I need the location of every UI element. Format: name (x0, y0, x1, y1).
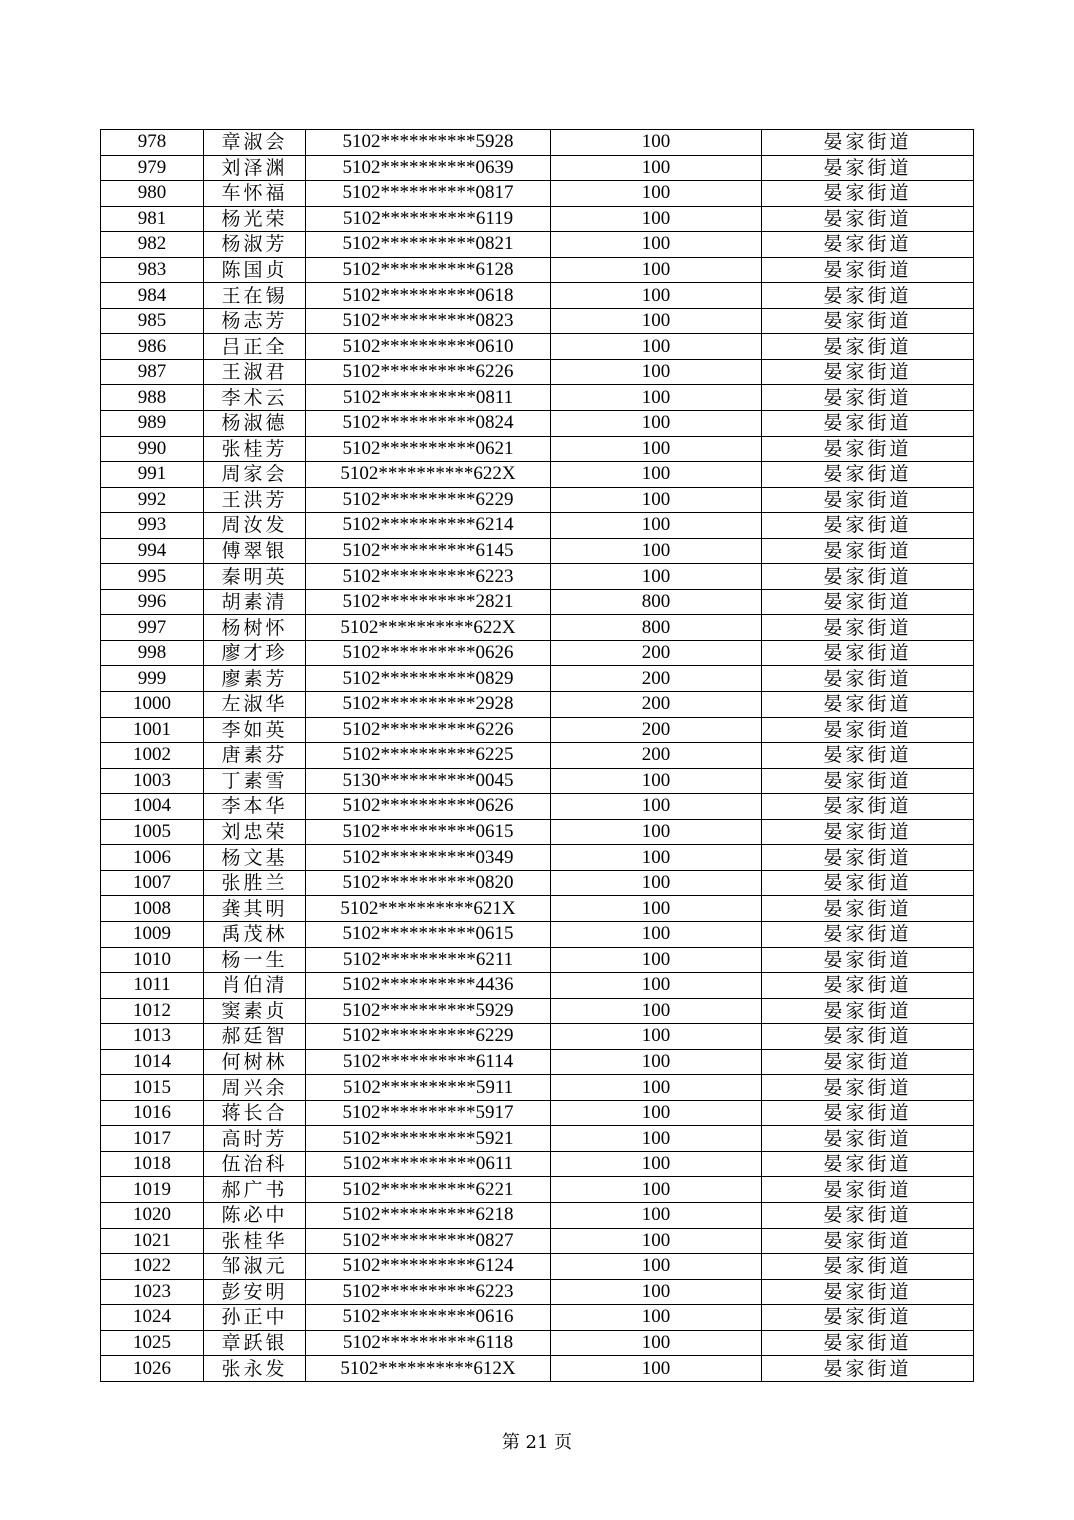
row-index-cell: 1013 (101, 1024, 204, 1050)
person-name-cell: 廖才珍 (204, 640, 306, 666)
person-name-cell: 左淑华 (204, 692, 306, 718)
roster-table (100, 129, 974, 1382)
id-number-cell: 5102**********622X (306, 462, 551, 488)
street-name-cell: 晏家街道 (762, 666, 974, 692)
row-index-cell: 1024 (101, 1305, 204, 1331)
row-index-cell: 1007 (101, 870, 204, 896)
row-index-cell: 1009 (101, 921, 204, 947)
street-name-cell: 晏家街道 (762, 1049, 974, 1075)
id-number-cell: 5102**********0827 (306, 1228, 551, 1254)
street-name-cell: 晏家街道 (762, 717, 974, 743)
row-index-cell: 981 (101, 206, 204, 232)
amount-cell: 100 (551, 794, 762, 820)
table-row (101, 385, 974, 411)
person-name-cell: 章跃银 (204, 1330, 306, 1356)
row-index-cell: 1019 (101, 1177, 204, 1203)
row-index-cell: 1014 (101, 1049, 204, 1075)
id-number-cell: 5102**********0610 (306, 334, 551, 360)
person-name-cell: 唐素芬 (204, 743, 306, 769)
street-name-cell: 晏家街道 (762, 1126, 974, 1152)
row-index-cell: 1021 (101, 1228, 204, 1254)
id-number-cell: 5102**********6211 (306, 947, 551, 973)
table-row (101, 870, 974, 896)
amount-cell: 100 (551, 462, 762, 488)
row-index-cell: 992 (101, 487, 204, 513)
table-row (101, 973, 974, 999)
table-row (101, 1254, 974, 1280)
table-row (101, 462, 974, 488)
amount-cell: 100 (551, 1151, 762, 1177)
table-row (101, 947, 974, 973)
id-number-cell: 5102**********0823 (306, 308, 551, 334)
street-name-cell: 晏家街道 (762, 436, 974, 462)
table-row (101, 998, 974, 1024)
id-number-cell: 5102**********0817 (306, 181, 551, 207)
table-row (101, 717, 974, 743)
table-row (101, 1330, 974, 1356)
row-index-cell: 1004 (101, 794, 204, 820)
table-row (101, 513, 974, 539)
table-row (101, 1356, 974, 1382)
table-row (101, 640, 974, 666)
id-number-cell: 5102**********0611 (306, 1151, 551, 1177)
street-name-cell: 晏家街道 (762, 998, 974, 1024)
id-number-cell: 5102**********6226 (306, 717, 551, 743)
table-row (101, 232, 974, 258)
row-index-cell: 1003 (101, 768, 204, 794)
amount-cell: 100 (551, 947, 762, 973)
amount-cell: 100 (551, 973, 762, 999)
table-row (101, 1049, 974, 1075)
amount-cell: 200 (551, 717, 762, 743)
id-number-cell: 5102**********6229 (306, 1024, 551, 1050)
id-number-cell: 5102**********0626 (306, 794, 551, 820)
page-number: 第 21 页 (501, 1432, 573, 1453)
row-index-cell: 994 (101, 538, 204, 564)
id-number-cell: 5102**********6124 (306, 1254, 551, 1280)
table-row (101, 487, 974, 513)
street-name-cell: 晏家街道 (762, 308, 974, 334)
amount-cell: 100 (551, 411, 762, 437)
street-name-cell: 晏家街道 (762, 257, 974, 283)
row-index-cell: 1022 (101, 1254, 204, 1280)
person-name-cell: 伍治科 (204, 1151, 306, 1177)
table-row (101, 1228, 974, 1254)
street-name-cell: 晏家街道 (762, 1024, 974, 1050)
table-row (101, 589, 974, 615)
row-index-cell: 1001 (101, 717, 204, 743)
id-number-cell: 5102**********5917 (306, 1100, 551, 1126)
person-name-cell: 郝广书 (204, 1177, 306, 1203)
person-name-cell: 李本华 (204, 794, 306, 820)
id-number-cell: 5102**********622X (306, 615, 551, 641)
id-number-cell: 5102**********0618 (306, 283, 551, 309)
table-row (101, 1100, 974, 1126)
id-number-cell: 5102**********6145 (306, 538, 551, 564)
id-number-cell: 5102**********2928 (306, 692, 551, 718)
row-index-cell: 1023 (101, 1279, 204, 1305)
table-row (101, 308, 974, 334)
amount-cell: 100 (551, 538, 762, 564)
table-row (101, 436, 974, 462)
person-name-cell: 杨光荣 (204, 206, 306, 232)
person-name-cell: 杨志芳 (204, 308, 306, 334)
person-name-cell: 胡素清 (204, 589, 306, 615)
id-number-cell: 5102**********6223 (306, 1279, 551, 1305)
person-name-cell: 郝廷智 (204, 1024, 306, 1050)
street-name-cell: 晏家街道 (762, 334, 974, 360)
street-name-cell: 晏家街道 (762, 1228, 974, 1254)
amount-cell: 100 (551, 130, 762, 156)
person-name-cell: 杨文基 (204, 845, 306, 871)
row-index-cell: 1002 (101, 743, 204, 769)
amount-cell: 100 (551, 232, 762, 258)
person-name-cell: 杨树怀 (204, 615, 306, 641)
street-name-cell: 晏家街道 (762, 385, 974, 411)
id-number-cell: 5102**********2821 (306, 589, 551, 615)
table-row (101, 666, 974, 692)
id-number-cell: 5102**********6218 (306, 1202, 551, 1228)
table-row (101, 1024, 974, 1050)
street-name-cell: 晏家街道 (762, 359, 974, 385)
street-name-cell: 晏家街道 (762, 462, 974, 488)
row-index-cell: 993 (101, 513, 204, 539)
person-name-cell: 车怀福 (204, 181, 306, 207)
street-name-cell: 晏家街道 (762, 283, 974, 309)
amount-cell: 800 (551, 589, 762, 615)
id-number-cell: 5102**********0615 (306, 819, 551, 845)
table-row (101, 896, 974, 922)
row-index-cell: 986 (101, 334, 204, 360)
person-name-cell: 王淑君 (204, 359, 306, 385)
amount-cell: 100 (551, 921, 762, 947)
street-name-cell: 晏家街道 (762, 973, 974, 999)
amount-cell: 100 (551, 1202, 762, 1228)
amount-cell: 100 (551, 1330, 762, 1356)
id-number-cell: 5102**********0811 (306, 385, 551, 411)
street-name-cell: 晏家街道 (762, 1075, 974, 1101)
amount-cell: 100 (551, 1305, 762, 1331)
id-number-cell: 5102**********6223 (306, 564, 551, 590)
row-index-cell: 1016 (101, 1100, 204, 1126)
amount-cell: 100 (551, 283, 762, 309)
id-number-cell: 5102**********0829 (306, 666, 551, 692)
amount-cell: 100 (551, 206, 762, 232)
street-name-cell: 晏家街道 (762, 819, 974, 845)
table-row (101, 155, 974, 181)
amount-cell: 100 (551, 308, 762, 334)
street-name-cell: 晏家街道 (762, 1305, 974, 1331)
table-row (101, 1279, 974, 1305)
id-number-cell: 5102**********4436 (306, 973, 551, 999)
person-name-cell: 李术云 (204, 385, 306, 411)
amount-cell: 100 (551, 155, 762, 181)
person-name-cell: 丁素雪 (204, 768, 306, 794)
table-row (101, 819, 974, 845)
person-name-cell: 邹淑元 (204, 1254, 306, 1280)
row-index-cell: 989 (101, 411, 204, 437)
table-row (101, 538, 974, 564)
row-index-cell: 979 (101, 155, 204, 181)
amount-cell: 100 (551, 487, 762, 513)
street-name-cell: 晏家街道 (762, 411, 974, 437)
table-row (101, 206, 974, 232)
table-row (101, 615, 974, 641)
street-name-cell: 晏家街道 (762, 564, 974, 590)
table-row (101, 283, 974, 309)
amount-cell: 100 (551, 359, 762, 385)
row-index-cell: 1015 (101, 1075, 204, 1101)
amount-cell: 100 (551, 1126, 762, 1152)
table-row (101, 845, 974, 871)
row-index-cell: 1010 (101, 947, 204, 973)
amount-cell: 100 (551, 1177, 762, 1203)
street-name-cell: 晏家街道 (762, 615, 974, 641)
street-name-cell: 晏家街道 (762, 845, 974, 871)
person-name-cell: 杨淑芳 (204, 232, 306, 258)
id-number-cell: 5102**********0616 (306, 1305, 551, 1331)
row-index-cell: 1011 (101, 973, 204, 999)
table-row (101, 334, 974, 360)
row-index-cell: 1005 (101, 819, 204, 845)
person-name-cell: 刘忠荣 (204, 819, 306, 845)
amount-cell: 100 (551, 334, 762, 360)
row-index-cell: 982 (101, 232, 204, 258)
street-name-cell: 晏家街道 (762, 896, 974, 922)
person-name-cell: 陈国贞 (204, 257, 306, 283)
table-row (101, 1075, 974, 1101)
row-index-cell: 996 (101, 589, 204, 615)
id-number-cell: 5102**********6119 (306, 206, 551, 232)
amount-cell: 100 (551, 1075, 762, 1101)
street-name-cell: 晏家街道 (762, 947, 974, 973)
street-name-cell: 晏家街道 (762, 1279, 974, 1305)
person-name-cell: 窦素贞 (204, 998, 306, 1024)
row-index-cell: 995 (101, 564, 204, 590)
row-index-cell: 999 (101, 666, 204, 692)
id-number-cell: 5102**********0615 (306, 921, 551, 947)
row-index-cell: 984 (101, 283, 204, 309)
street-name-cell: 晏家街道 (762, 1100, 974, 1126)
row-index-cell: 991 (101, 462, 204, 488)
person-name-cell: 周兴余 (204, 1075, 306, 1101)
person-name-cell: 王洪芳 (204, 487, 306, 513)
amount-cell: 100 (551, 1049, 762, 1075)
id-number-cell: 5102**********6214 (306, 513, 551, 539)
id-number-cell: 5102**********6225 (306, 743, 551, 769)
amount-cell: 100 (551, 1228, 762, 1254)
id-number-cell: 5102**********6114 (306, 1049, 551, 1075)
street-name-cell: 晏家街道 (762, 206, 974, 232)
street-name-cell: 晏家街道 (762, 794, 974, 820)
row-index-cell: 998 (101, 640, 204, 666)
id-number-cell: 5102**********612X (306, 1356, 551, 1382)
table-row (101, 411, 974, 437)
street-name-cell: 晏家街道 (762, 538, 974, 564)
person-name-cell: 禹茂林 (204, 921, 306, 947)
amount-cell: 100 (551, 564, 762, 590)
street-name-cell: 晏家街道 (762, 743, 974, 769)
id-number-cell: 5102**********0626 (306, 640, 551, 666)
roster-body (101, 130, 974, 1382)
table-row (101, 359, 974, 385)
row-index-cell: 983 (101, 257, 204, 283)
person-name-cell: 周家会 (204, 462, 306, 488)
amount-cell: 100 (551, 181, 762, 207)
row-index-cell: 1017 (101, 1126, 204, 1152)
row-index-cell: 990 (101, 436, 204, 462)
row-index-cell: 1008 (101, 896, 204, 922)
person-name-cell: 廖素芳 (204, 666, 306, 692)
person-name-cell: 孙正中 (204, 1305, 306, 1331)
row-index-cell: 1025 (101, 1330, 204, 1356)
table-row (101, 1177, 974, 1203)
street-name-cell: 晏家街道 (762, 589, 974, 615)
table-row (101, 181, 974, 207)
table-row (101, 564, 974, 590)
row-index-cell: 985 (101, 308, 204, 334)
amount-cell: 100 (551, 1279, 762, 1305)
person-name-cell: 刘泽渊 (204, 155, 306, 181)
person-name-cell: 何树林 (204, 1049, 306, 1075)
person-name-cell: 彭安明 (204, 1279, 306, 1305)
id-number-cell: 5102**********6118 (306, 1330, 551, 1356)
row-index-cell: 1026 (101, 1356, 204, 1382)
person-name-cell: 李如英 (204, 717, 306, 743)
amount-cell: 100 (551, 1024, 762, 1050)
row-index-cell: 1006 (101, 845, 204, 871)
street-name-cell: 晏家街道 (762, 181, 974, 207)
street-name-cell: 晏家街道 (762, 1202, 974, 1228)
id-number-cell: 5102**********5911 (306, 1075, 551, 1101)
person-name-cell: 杨淑德 (204, 411, 306, 437)
id-number-cell: 5102**********5921 (306, 1126, 551, 1152)
person-name-cell: 高时芳 (204, 1126, 306, 1152)
person-name-cell: 傅翠银 (204, 538, 306, 564)
table-row (101, 768, 974, 794)
row-index-cell: 1020 (101, 1202, 204, 1228)
table-row (101, 921, 974, 947)
id-number-cell: 5130**********0045 (306, 768, 551, 794)
amount-cell: 100 (551, 768, 762, 794)
amount-cell: 100 (551, 998, 762, 1024)
amount-cell: 100 (551, 513, 762, 539)
person-name-cell: 蒋长合 (204, 1100, 306, 1126)
person-name-cell: 周汝发 (204, 513, 306, 539)
row-index-cell: 987 (101, 359, 204, 385)
amount-cell: 100 (551, 436, 762, 462)
table-row (101, 1151, 974, 1177)
row-index-cell: 1018 (101, 1151, 204, 1177)
row-index-cell: 997 (101, 615, 204, 641)
row-index-cell: 1012 (101, 998, 204, 1024)
id-number-cell: 5102**********0820 (306, 870, 551, 896)
street-name-cell: 晏家街道 (762, 155, 974, 181)
table-row (101, 1126, 974, 1152)
street-name-cell: 晏家街道 (762, 921, 974, 947)
id-number-cell: 5102**********0639 (306, 155, 551, 181)
row-index-cell: 1000 (101, 692, 204, 718)
amount-cell: 100 (551, 819, 762, 845)
street-name-cell: 晏家街道 (762, 232, 974, 258)
amount-cell: 100 (551, 385, 762, 411)
id-number-cell: 5102**********0824 (306, 411, 551, 437)
amount-cell: 100 (551, 1254, 762, 1280)
row-index-cell: 988 (101, 385, 204, 411)
street-name-cell: 晏家街道 (762, 692, 974, 718)
person-name-cell: 章淑会 (204, 130, 306, 156)
street-name-cell: 晏家街道 (762, 513, 974, 539)
row-index-cell: 978 (101, 130, 204, 156)
amount-cell: 200 (551, 666, 762, 692)
amount-cell: 200 (551, 640, 762, 666)
person-name-cell: 肖伯清 (204, 973, 306, 999)
id-number-cell: 5102**********621X (306, 896, 551, 922)
street-name-cell: 晏家街道 (762, 1356, 974, 1382)
amount-cell: 200 (551, 743, 762, 769)
person-name-cell: 秦明英 (204, 564, 306, 590)
street-name-cell: 晏家街道 (762, 870, 974, 896)
amount-cell: 100 (551, 896, 762, 922)
street-name-cell: 晏家街道 (762, 1151, 974, 1177)
person-name-cell: 王在锡 (204, 283, 306, 309)
table-row (101, 692, 974, 718)
table-row (101, 794, 974, 820)
table-row (101, 1202, 974, 1228)
street-name-cell: 晏家街道 (762, 640, 974, 666)
amount-cell: 200 (551, 692, 762, 718)
table-row (101, 130, 974, 156)
id-number-cell: 5102**********5928 (306, 130, 551, 156)
id-number-cell: 5102**********5929 (306, 998, 551, 1024)
id-number-cell: 5102**********6221 (306, 1177, 551, 1203)
person-name-cell: 张桂华 (204, 1228, 306, 1254)
id-number-cell: 5102**********6229 (306, 487, 551, 513)
id-number-cell: 5102**********0621 (306, 436, 551, 462)
person-name-cell: 陈必中 (204, 1202, 306, 1228)
street-name-cell: 晏家街道 (762, 768, 974, 794)
street-name-cell: 晏家街道 (762, 1330, 974, 1356)
table-row (101, 743, 974, 769)
table-row (101, 1305, 974, 1331)
amount-cell: 100 (551, 1356, 762, 1382)
id-number-cell: 5102**********6226 (306, 359, 551, 385)
amount-cell: 100 (551, 845, 762, 871)
person-name-cell: 张胜兰 (204, 870, 306, 896)
row-index-cell: 980 (101, 181, 204, 207)
street-name-cell: 晏家街道 (762, 1177, 974, 1203)
amount-cell: 800 (551, 615, 762, 641)
amount-cell: 100 (551, 870, 762, 896)
amount-cell: 100 (551, 257, 762, 283)
id-number-cell: 5102**********6128 (306, 257, 551, 283)
street-name-cell: 晏家街道 (762, 130, 974, 156)
street-name-cell: 晏家街道 (762, 1254, 974, 1280)
amount-cell: 100 (551, 1100, 762, 1126)
person-name-cell: 吕正全 (204, 334, 306, 360)
street-name-cell: 晏家街道 (762, 487, 974, 513)
id-number-cell: 5102**********0349 (306, 845, 551, 871)
person-name-cell: 张桂芳 (204, 436, 306, 462)
person-name-cell: 龚其明 (204, 896, 306, 922)
person-name-cell: 张永发 (204, 1356, 306, 1382)
person-name-cell: 杨一生 (204, 947, 306, 973)
id-number-cell: 5102**********0821 (306, 232, 551, 258)
table-row (101, 257, 974, 283)
